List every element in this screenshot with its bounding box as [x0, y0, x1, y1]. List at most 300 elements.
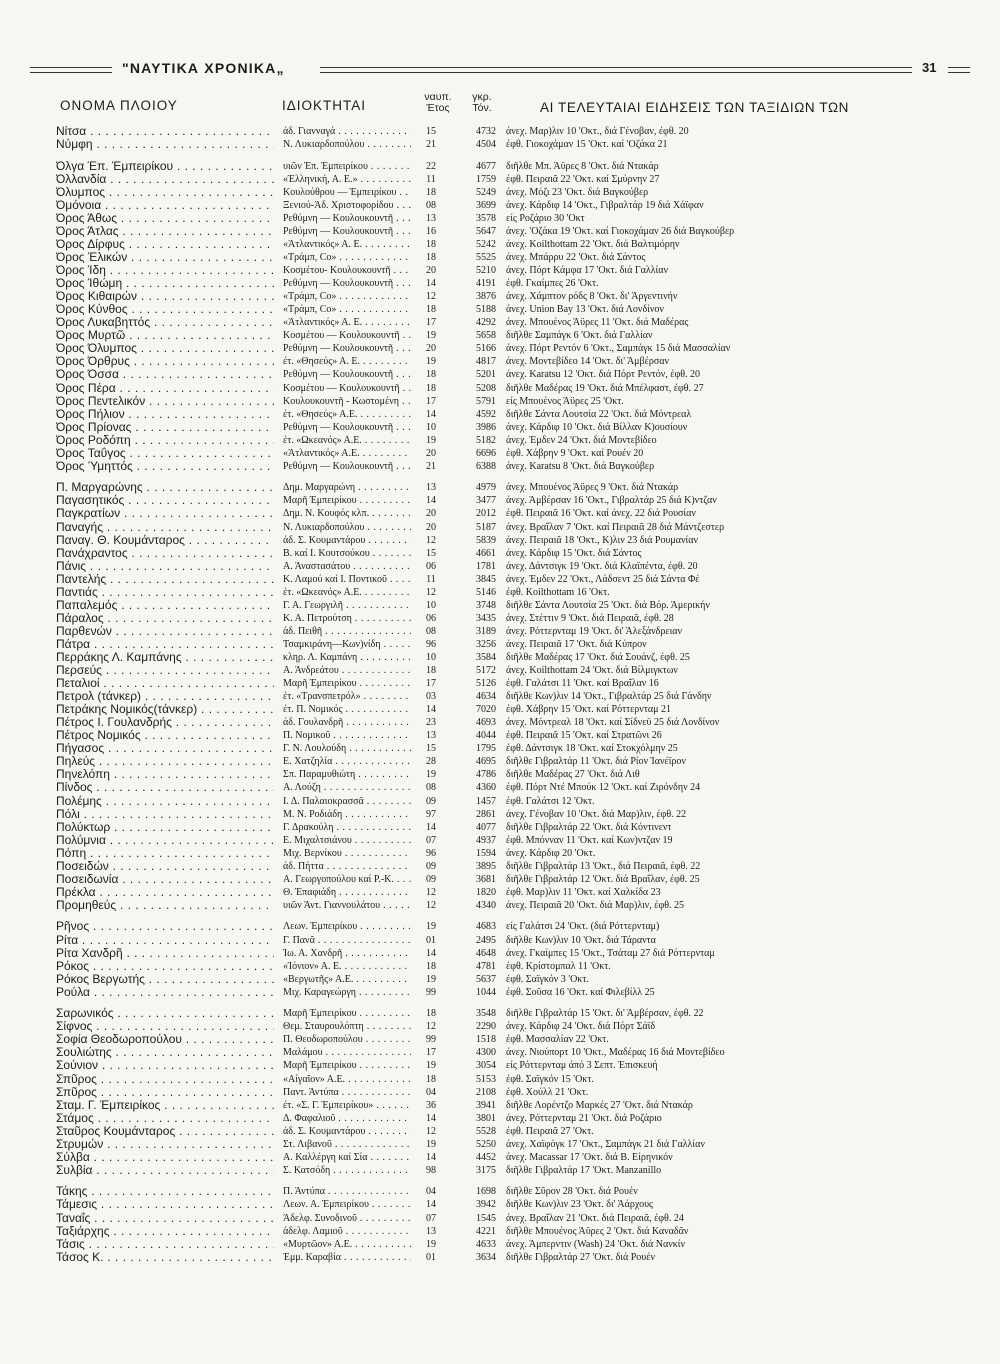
table-row [0, 781, 1000, 794]
ship-name: Όρος Ύμηττός . . . [56, 460, 274, 473]
year-built: 97 [426, 808, 436, 820]
table-row [0, 873, 1000, 886]
owner: Α. Λούζη . . . [283, 781, 411, 794]
table-row [0, 625, 1000, 638]
owner: Α. Καλλέργη καί Σία . . . [283, 1151, 411, 1164]
year-built: 17 [426, 1047, 436, 1059]
table-row [0, 899, 1000, 912]
ship-name: Ρίτα . . . [56, 934, 274, 947]
ship-name: Όρος Πρίονας . . . [56, 421, 274, 434]
ship-name: Πήγασος . . . [56, 742, 274, 755]
owner: Μ. Ν. Ροδιάδη . . . [283, 808, 411, 821]
owner: Κοσμέτου — Κουλουκουντῆ . . . [283, 329, 411, 342]
voyage-news: έφθ. Γιοκοχάμαν 15 'Οκτ. καί 'Οζάκα 21 [506, 139, 668, 151]
owner: Π. Άντύπα . . . [283, 1185, 411, 1198]
year-built: 18 [426, 960, 436, 972]
year-built: 13 [426, 482, 436, 494]
year-built: 06 [426, 612, 436, 624]
owner: έτ. «Ωκεανός» Α.Ε. . . . [283, 434, 411, 447]
gross-tons: 5242 [476, 238, 496, 250]
ship-name: Π. Μαργαρώνης . . . [56, 481, 274, 494]
voyage-news: διῆλθε Γιβραλτάρ 11 'Οκτ. διά Ρίον Ίανέϊρον [506, 756, 686, 768]
gross-tons: 4695 [476, 756, 496, 768]
voyage-news: διῆλθε Μαδέρας 27 'Οκτ. διά Λιθ [506, 769, 640, 781]
year-built: 14 [426, 821, 436, 833]
ship-name: Σαρωνικός . . . [56, 1007, 274, 1020]
year-built: 18 [426, 369, 436, 381]
ship-name: Παγκρατίων . . . [56, 507, 274, 520]
year-built: 01 [426, 934, 436, 946]
voyage-news: έφθ. Μαρ)λιν 11 'Οκτ. καί Χαλκίδα 23 [506, 886, 661, 898]
voyage-news: άνεχ. Κάρδιφ 20 'Οκτ. [506, 847, 596, 859]
voyage-news: διῆλθε Σῦρον 28 'Οκτ. διά Ρουέν [506, 1186, 638, 1198]
table-row [0, 560, 1000, 573]
ship-name: Περσεύς . . . [56, 664, 274, 677]
table-row [0, 1238, 1000, 1251]
year-built: 09 [426, 795, 436, 807]
gross-tons: 5249 [476, 186, 496, 198]
ship-name: Σοφία Θεοδωροπούλου . . . [56, 1033, 274, 1046]
table-row [0, 1151, 1000, 1164]
gross-tons: 5210 [476, 265, 496, 276]
year-built: 12 [426, 886, 436, 898]
year-built: 17 [426, 678, 436, 689]
gross-tons: 6388 [476, 460, 496, 472]
ship-name: Συλβία . . . [56, 1164, 274, 1177]
year-built: 14 [426, 1199, 436, 1211]
gross-tons: 2108 [476, 1086, 496, 1098]
table-row [0, 1251, 1000, 1264]
voyage-news: άνεχ. Νιούπορτ 10 'Οκτ., Μαδέρας 16 διά Μοντεβίδεο [506, 1047, 725, 1059]
year-built: 17 [426, 317, 436, 329]
voyage-news: άνεχ. Δάντσιγκ 19 'Οκτ. διά Κλαϊπέντα, έφθ. 20 [506, 560, 698, 572]
owner: υιῶν Έπ. Έμπειρίκου . . . [283, 160, 411, 173]
year-built: 99 [426, 1034, 436, 1046]
ship-name: Όρος Πεντελικόν . . . [56, 395, 274, 408]
gross-tons: 5637 [476, 973, 496, 985]
gross-tons: 2012 [476, 508, 496, 520]
ship-name: Πολύμνια . . . [56, 834, 274, 847]
owner: «Τράμπ, Co» . . . [283, 303, 411, 316]
owner: Σπ. Παραμυθιώτη . . . [283, 768, 411, 781]
gross-tons: 5166 [476, 343, 496, 355]
owner: «Άτλαντικός» Α. Ε. . . . [283, 316, 411, 329]
voyage-news: άνεχ. Union Bay 13 'Οκτ. διά Λονδίνον [506, 304, 664, 316]
year-built: 19 [426, 356, 436, 368]
ship-name: Πανάχραντος . . . [56, 547, 274, 560]
owner: Ε. Χατζηλία . . . [283, 755, 411, 768]
gross-tons: 3256 [476, 638, 496, 650]
year-built: 07 [426, 834, 436, 846]
voyage-news: άνεχ. Κάρδιφ 14 'Οκτ., Γιβραλτάρ 19 διά Χάϊφαν [506, 199, 704, 211]
table-row [0, 395, 1000, 408]
year-built: 19 [426, 1060, 436, 1072]
table-row [0, 729, 1000, 742]
voyage-news: άνεχ. Γένοβαν 10 'Οκτ. διά Μαρ)λιν, έφθ. 22 [506, 808, 687, 820]
year-built: 99 [426, 986, 436, 998]
owner: άδελφ. Λαμιοῦ . . . [283, 1225, 411, 1238]
year-built: 13 [426, 730, 436, 742]
column-header-gross-tons: γκρ. Τόν. [472, 91, 492, 114]
owner: Ίω. Α. Χανδρῆ . . . [283, 947, 411, 960]
ship-name: Σπῦρος . . . [56, 1086, 274, 1099]
gross-tons: 3548 [476, 1008, 496, 1020]
owner: έτ. «Σ. Γ. Έμπειρίκου» . . . [283, 1099, 411, 1112]
ship-name: Ρόκος Βεργωτής . . . [56, 973, 274, 986]
ship-name: Όρος Κιθαιρών . . . [56, 290, 274, 303]
table-row [0, 481, 1000, 494]
table-row [0, 329, 1000, 342]
owner: Θεμ. Σταυρουλόπτη . . . [283, 1020, 411, 1033]
table-row [0, 586, 1000, 599]
gross-tons: 4340 [476, 899, 496, 911]
gross-tons: 1518 [476, 1034, 496, 1046]
owner: Α. Άναστασάτου . . . [283, 560, 411, 573]
ship-name: Παρθενών . . . [56, 625, 274, 638]
gross-tons: 1594 [476, 847, 496, 859]
ship-name: Πέτρος Νομικός . . . [56, 729, 274, 742]
year-built: 22 [426, 160, 436, 172]
year-built: 14 [426, 495, 436, 507]
owner: «Ίόνιον» Α. Ε. . . . [283, 960, 411, 973]
table-row [0, 447, 1000, 460]
table-row [0, 277, 1000, 290]
ship-name: Όμόνοια . . . [56, 199, 274, 212]
table-row [0, 507, 1000, 520]
ship-name: Όρος Άθως . . . [56, 212, 274, 225]
ship-name: Στάμος . . . [56, 1112, 274, 1125]
owner: Ι. Δ. Παλαιοκρασσᾶ . . . [283, 795, 411, 808]
gross-tons: 5182 [476, 434, 496, 446]
ship-name: Όρος Δίρφυς . . . [56, 238, 274, 251]
year-built: 21 [426, 139, 436, 151]
owner: Σ. Κατσόδη . . . [283, 1164, 411, 1177]
voyage-news: άνεχ. Έμδεν 24 'Οκτ. διά Μοντεβίδεο [506, 434, 657, 446]
voyage-news: έφθ. Χάβρην 15 'Οκτ. καί Ρόττερνταμ 21 [506, 704, 671, 716]
owner: άδ. Σ. Κουμαντάρου . . . [283, 1125, 411, 1138]
gross-tons: 4633 [476, 1238, 496, 1250]
owner: κληρ. Λ. Καμπάνη . . . [283, 651, 411, 664]
voyage-news: έφθ. Γκαίμπες 26 'Οκτ. [506, 278, 599, 290]
year-built: 20 [426, 447, 436, 459]
table-row [0, 886, 1000, 899]
voyage-news: έφθ. Πόρτ Ντέ Μπούκ 12 'Οκτ. καί Ζιρόνδην 24 [506, 782, 701, 794]
owner: Κοσμέτου — Κουλουκουντῆ . . . [283, 382, 411, 395]
ship-name: Ταναΐς . . . [56, 1212, 274, 1225]
gross-tons: 3876 [476, 291, 496, 303]
gross-tons: 1698 [476, 1186, 496, 1198]
voyage-news: έφθ. Koilthottam 16 'Οκτ. [506, 586, 610, 598]
gross-tons: 3681 [476, 873, 496, 885]
table-row [0, 1073, 1000, 1086]
table-row [0, 421, 1000, 434]
table-row [0, 382, 1000, 395]
gross-tons: 4634 [476, 691, 496, 703]
ship-name: Παναγής . . . [56, 521, 274, 534]
owner: Ρεθύμνη — Κουλουκουντῆ . . . [283, 212, 411, 225]
voyage-news: άνεχ. Στέττιν 9 'Οκτ. διά Πειραιᾶ, έφθ. 28 [506, 612, 674, 624]
ship-name: Παναγ. Θ. Κουμάνταρος . . . [56, 534, 274, 547]
owner: Β. καί Ι. Κουτσούκου . . . [283, 547, 411, 560]
voyage-news: άνεχ. Πειραιᾶ 17 'Οκτ. διά Κύπρον [506, 638, 647, 650]
table-row [0, 934, 1000, 947]
journal-title: "ΝΑΥΤΙΚΑ ΧΡΟΝΙΚΑ„ [122, 60, 285, 76]
gross-tons: 3895 [476, 860, 496, 872]
gross-tons: 1820 [476, 886, 496, 898]
year-built: 19 [426, 1138, 436, 1150]
gross-tons: 4191 [476, 278, 496, 290]
year-built: 14 [426, 1112, 436, 1124]
gross-tons: 4781 [476, 960, 496, 972]
voyage-news: διῆλθε Μπουένος Άϋρες 2 'Οκτ. διά Καναδᾶν [506, 1225, 689, 1237]
gross-tons: 4661 [476, 547, 496, 559]
voyage-news: έφθ. Πειραιᾶ 16 'Οκτ. καί άνεχ. 22 διά Ρουσίαν [506, 508, 696, 520]
voyage-news: διῆλθε Λορέντζο Μαρκές 27 'Οκτ. διά Ντακάρ [506, 1099, 693, 1111]
voyage-news: άνεχ. Karatsu 8 'Οκτ. διά Βαγκούβερ [506, 460, 655, 472]
gross-tons: 3845 [476, 573, 496, 585]
table-row [0, 973, 1000, 986]
ship-name: Πόλι . . . [56, 808, 274, 821]
voyage-news: έφθ. Πειραιᾶ 27 'Οκτ. [506, 1125, 594, 1137]
year-built: 09 [426, 860, 436, 872]
gross-tons: 4044 [476, 730, 496, 742]
ship-name: Όρος Κύνθος . . . [56, 303, 274, 316]
table-row [0, 251, 1000, 264]
table-row [0, 638, 1000, 651]
ship-name: Ρίτα Χανδρῆ . . . [56, 947, 274, 960]
ship-name: Σουλιώτης . . . [56, 1046, 274, 1059]
owner: Γ. Α. Γεωργιλῆ . . . [283, 599, 411, 612]
ship-name: Πίνδος . . . [56, 781, 274, 794]
table-row [0, 821, 1000, 834]
voyage-news: έφθ. Χούλλ 21 'Οκτ. [506, 1086, 589, 1098]
gross-tons: 4937 [476, 834, 496, 846]
ship-name: Σύλβα . . . [56, 1151, 274, 1164]
ship-name: Σούνιον . . . [56, 1059, 274, 1072]
ship-name: Σπῦρος . . . [56, 1073, 274, 1086]
gross-tons: 1457 [476, 795, 496, 807]
owner: άδ. Πειθῆ . . . [283, 625, 411, 638]
voyage-news: έφθ. Γαλάτσι 11 'Οκτ. καί Βραΐλαν 16 [506, 678, 659, 689]
gross-tons: 5658 [476, 330, 496, 342]
table-row [0, 303, 1000, 316]
column-header-latest-news: ΑΙ ΤΕΛΕΥΤΑΙΑΙ ΕΙΔΗΣΕΙΣ ΤΩΝ ΤΑΞΙΔΙΩΝ ΤΩΝ [540, 100, 850, 115]
table-row [0, 947, 1000, 960]
owner: Τσαμκιράνη—Κων)νίδη . . . [283, 638, 411, 651]
gross-tons: 4683 [476, 921, 496, 933]
owner: Ν. Λυκιαρδοπούλου . . . [283, 521, 411, 534]
voyage-news: άνεχ. Karatsu 12 'Οκτ. διά Πόρτ Ρεντόν, έφθ. 20 [506, 369, 701, 381]
ship-name: Τάκης . . . [56, 1185, 274, 1198]
table-row [0, 1046, 1000, 1059]
gross-tons: 5525 [476, 252, 496, 263]
table-row [0, 1059, 1000, 1072]
table-row [0, 460, 1000, 473]
gross-tons: 4648 [476, 947, 496, 959]
gross-tons: 3175 [476, 1164, 496, 1176]
voyage-news: άνεχ. Χάμπτον ρόδς 8 'Οκτ. δι' Άργεντινήν [506, 291, 678, 303]
voyage-news: διῆλθε Γιβραλτάρ 12 'Οκτ. διά Βραΐλαν, έφθ. 25 [506, 873, 700, 885]
ship-name: Τάμεσις . . . [56, 1198, 274, 1211]
ship-name: Πηνελόπη . . . [56, 768, 274, 781]
year-built: 19 [426, 330, 436, 342]
voyage-news: άνεχ. 'Οζάκα 19 'Οκτ. καί Γιοκοχάμαν 26 διά Βαγκούβερ [506, 225, 735, 237]
year-built: 19 [426, 921, 436, 933]
year-built: 14 [426, 278, 436, 290]
voyage-news: διῆλθε Σαμπάγκ 6 'Οκτ. διά Γαλλίαν [506, 330, 653, 342]
table-row [0, 860, 1000, 873]
table-row [0, 494, 1000, 507]
ship-name: Σταμ. Γ. Έμπειρίκος . . . [56, 1099, 274, 1112]
year-built: 14 [426, 1151, 436, 1163]
ship-name: Πετρολ (τάνκερ) . . . [56, 690, 274, 703]
voyage-news: άνεχ. Άμπερντιν (Wash) 24 'Οκτ. διά Νανκίν [506, 1238, 686, 1250]
voyage-news: άνεχ. Μόντρεαλ 18 'Οκτ. καί Σίδνεϋ 25 διά Λονδίνον [506, 717, 720, 729]
owner: Ξενιού-Άδ. Χριστοφορίδου . . . [283, 199, 411, 212]
owner: Μαλάμου . . . [283, 1046, 411, 1059]
owner: έτ. Π. Νομικός . . . [283, 703, 411, 716]
ship-name: Νίτσα . . . [56, 125, 274, 138]
table-row [0, 434, 1000, 447]
ship-name: Πρέκλα . . . [56, 886, 274, 899]
header-rule-left [30, 67, 112, 73]
voyage-news: άνεχ. Macassar 17 'Οκτ. διά Β. Είρηνικόν [506, 1151, 673, 1163]
ship-name: Περράκης Λ. Καμπάνης . . . [56, 651, 274, 664]
ship-name: Ρῆνος . . . [56, 920, 274, 933]
year-built: 20 [426, 508, 436, 520]
ship-name: Πηλεύς . . . [56, 755, 274, 768]
owner: «Μυρτῶον» Α.Ε. . . . [283, 1238, 411, 1251]
voyage-news: διῆλθε Κων)λιν 23 'Οκτ. δι' Άάρχους [506, 1199, 654, 1211]
year-built: 28 [426, 756, 436, 768]
owner: Δ. Φαφαλιοῦ . . . [283, 1112, 411, 1125]
gross-tons: 5791 [476, 395, 496, 407]
ship-name: Όρος Όσσα . . . [56, 368, 274, 381]
owner: Π. Θεοδωροπούλου . . . [283, 1033, 411, 1046]
owner: Γ. Δρακούλη . . . [283, 821, 411, 834]
table-row [0, 1185, 1000, 1198]
ship-name: Όρος Ίθώμη . . . [56, 277, 274, 290]
year-built: 96 [426, 638, 436, 650]
ship-name: Όρος Λυκαβηττός . . . [56, 316, 274, 329]
year-built: 08 [426, 782, 436, 794]
owner: Μιχ. Βερνίκου . . . [283, 847, 411, 860]
ship-name: Ρούλα . . . [56, 986, 274, 999]
year-built: 12 [426, 586, 436, 598]
year-built: 18 [426, 252, 436, 263]
table-row [0, 703, 1000, 716]
owner: «Αίγαῖον» Α.Ε. . . . [283, 1073, 411, 1086]
voyage-news: άνεχ. Χαϊφόγκ 17 'Οκτ., Σαμπάγκ 21 διά Γαλλίαν [506, 1138, 705, 1150]
year-built: 21 [426, 460, 436, 472]
owner: Μιχ. Καραγεώργη . . . [283, 986, 411, 999]
gross-tons: 3748 [476, 599, 496, 611]
ship-name: Παγασητικός . . . [56, 494, 274, 507]
ship-name: Όρος Πέρα . . . [56, 382, 274, 395]
ship-name: Όρος Όλυμπος . . . [56, 342, 274, 355]
voyage-news: άνεχ. Κάρδιφ 15 'Οκτ. διά Σάντος [506, 547, 642, 559]
owner: έτ. «Θησεύς» Α. Ε. . . . [283, 355, 411, 368]
table-row [0, 1138, 1000, 1151]
voyage-news: είς Ροζάριο 30 'Οκτ [506, 212, 585, 224]
table-row [0, 599, 1000, 612]
voyage-news: άνεχ. Βραΐλαν 21 'Οκτ. διά Πειραιᾶ, έφθ. 24 [506, 1212, 684, 1224]
year-built: 19 [426, 434, 436, 446]
year-built: 18 [426, 665, 436, 676]
owner: Μαρῆ Έμπειρίκου . . . [283, 1059, 411, 1072]
gross-tons: 7020 [476, 704, 496, 716]
table-row [0, 677, 1000, 690]
table-row [0, 960, 1000, 973]
gross-tons: 1044 [476, 986, 496, 998]
ship-name: Όρος Μυρτῶ . . . [56, 329, 274, 342]
ship-name: Πάτρα . . . [56, 638, 274, 651]
table-row [0, 316, 1000, 329]
owner: Έμμ. Καραβία . . . [283, 1251, 411, 1264]
year-built: 18 [426, 1073, 436, 1085]
owner: Μαρῆ Έμπειρίκου . . . [283, 494, 411, 507]
owner: Ρεθύμνη — Κουλουκουντῆ . . . [283, 225, 411, 238]
ship-name: Προμηθεύς . . . [56, 899, 274, 912]
ship-name: Πέτρος Ι. Γουλανδρής . . . [56, 716, 274, 729]
column-header-year-built: ναυπ. Έτος [424, 91, 452, 114]
table-row [0, 534, 1000, 547]
ship-name: Σταῦρος Κουμάνταρος . . . [56, 1125, 274, 1138]
table-row [0, 768, 1000, 781]
voyage-news: άνεχ. Koilthottam 22 'Οκτ. διά Βαλτιμόρην [506, 238, 680, 250]
year-built: 19 [426, 973, 436, 985]
gross-tons: 4452 [476, 1151, 496, 1163]
year-built: 12 [426, 1125, 436, 1137]
gross-tons: 1781 [476, 560, 496, 572]
gross-tons: 5126 [476, 678, 496, 689]
year-built: 08 [426, 625, 436, 637]
voyage-news: είς Γαλάτσι 24 'Οκτ. (διά Ρόττερνταμ) [506, 921, 660, 933]
voyage-news: άνεχ. Μόζι 23 'Οκτ. διά Βαγκούβερ [506, 186, 649, 198]
table-row [0, 138, 1000, 151]
voyage-news: διῆλθε Σάντα Λουτσία 22 'Οκτ. διά Μόντρεαλ [506, 408, 692, 420]
ship-name: Τάσος Κ. . . . [56, 1251, 274, 1264]
owner: έτ. «Ωκεανός» Α.Ε. . . . [283, 586, 411, 599]
voyage-news: έφθ. Δάντσιγκ 18 'Οκτ. καί Στοκχόλμην 25 [506, 743, 678, 755]
ship-name: Όρος Ταΰγος . . . [56, 447, 274, 460]
year-built: 03 [426, 691, 436, 703]
page-header [30, 58, 970, 80]
owner: Π. Νομικοῦ . . . [283, 729, 411, 742]
owner: άδ. Γουλανδρῆ . . . [283, 716, 411, 729]
year-built: 14 [426, 704, 436, 716]
gross-tons: 4592 [476, 408, 496, 420]
voyage-news: έφθ. Σαϊγκόν 15 'Οκτ. [506, 1073, 594, 1085]
year-built: 18 [426, 238, 436, 250]
ship-name: Παντελής . . . [56, 573, 274, 586]
owner: Γ. Ν. Λουλούδη . . . [283, 742, 411, 755]
table-row [0, 1125, 1000, 1138]
year-built: 07 [426, 1212, 436, 1224]
table-row [0, 986, 1000, 999]
voyage-news: άνεχ. Κάρδιφ 24 'Οκτ. διά Πόρτ Σάϊδ [506, 1021, 656, 1033]
gross-tons: 5528 [476, 1125, 496, 1137]
year-built: 01 [426, 1251, 436, 1263]
gross-tons: 5172 [476, 665, 496, 676]
owner: Κουλουκουντῆ - Κωστομένη . . . [283, 395, 411, 408]
ship-name: Όρος Ίδη . . . [56, 264, 274, 277]
table-row [0, 1007, 1000, 1020]
voyage-news: άνεχ. Βραΐλαν 7 'Οκτ. καί Πειραιᾶ 28 διά Μάντζεστερ [506, 521, 725, 533]
year-built: 23 [426, 717, 436, 729]
voyage-news: άνεχ. Μαρ)λιν 10 'Οκτ., διά Γένοβαν, έφθ. 20 [506, 126, 689, 137]
voyage-news: είς Μπουένος Άϋρες 25 'Οκτ. [506, 395, 624, 407]
